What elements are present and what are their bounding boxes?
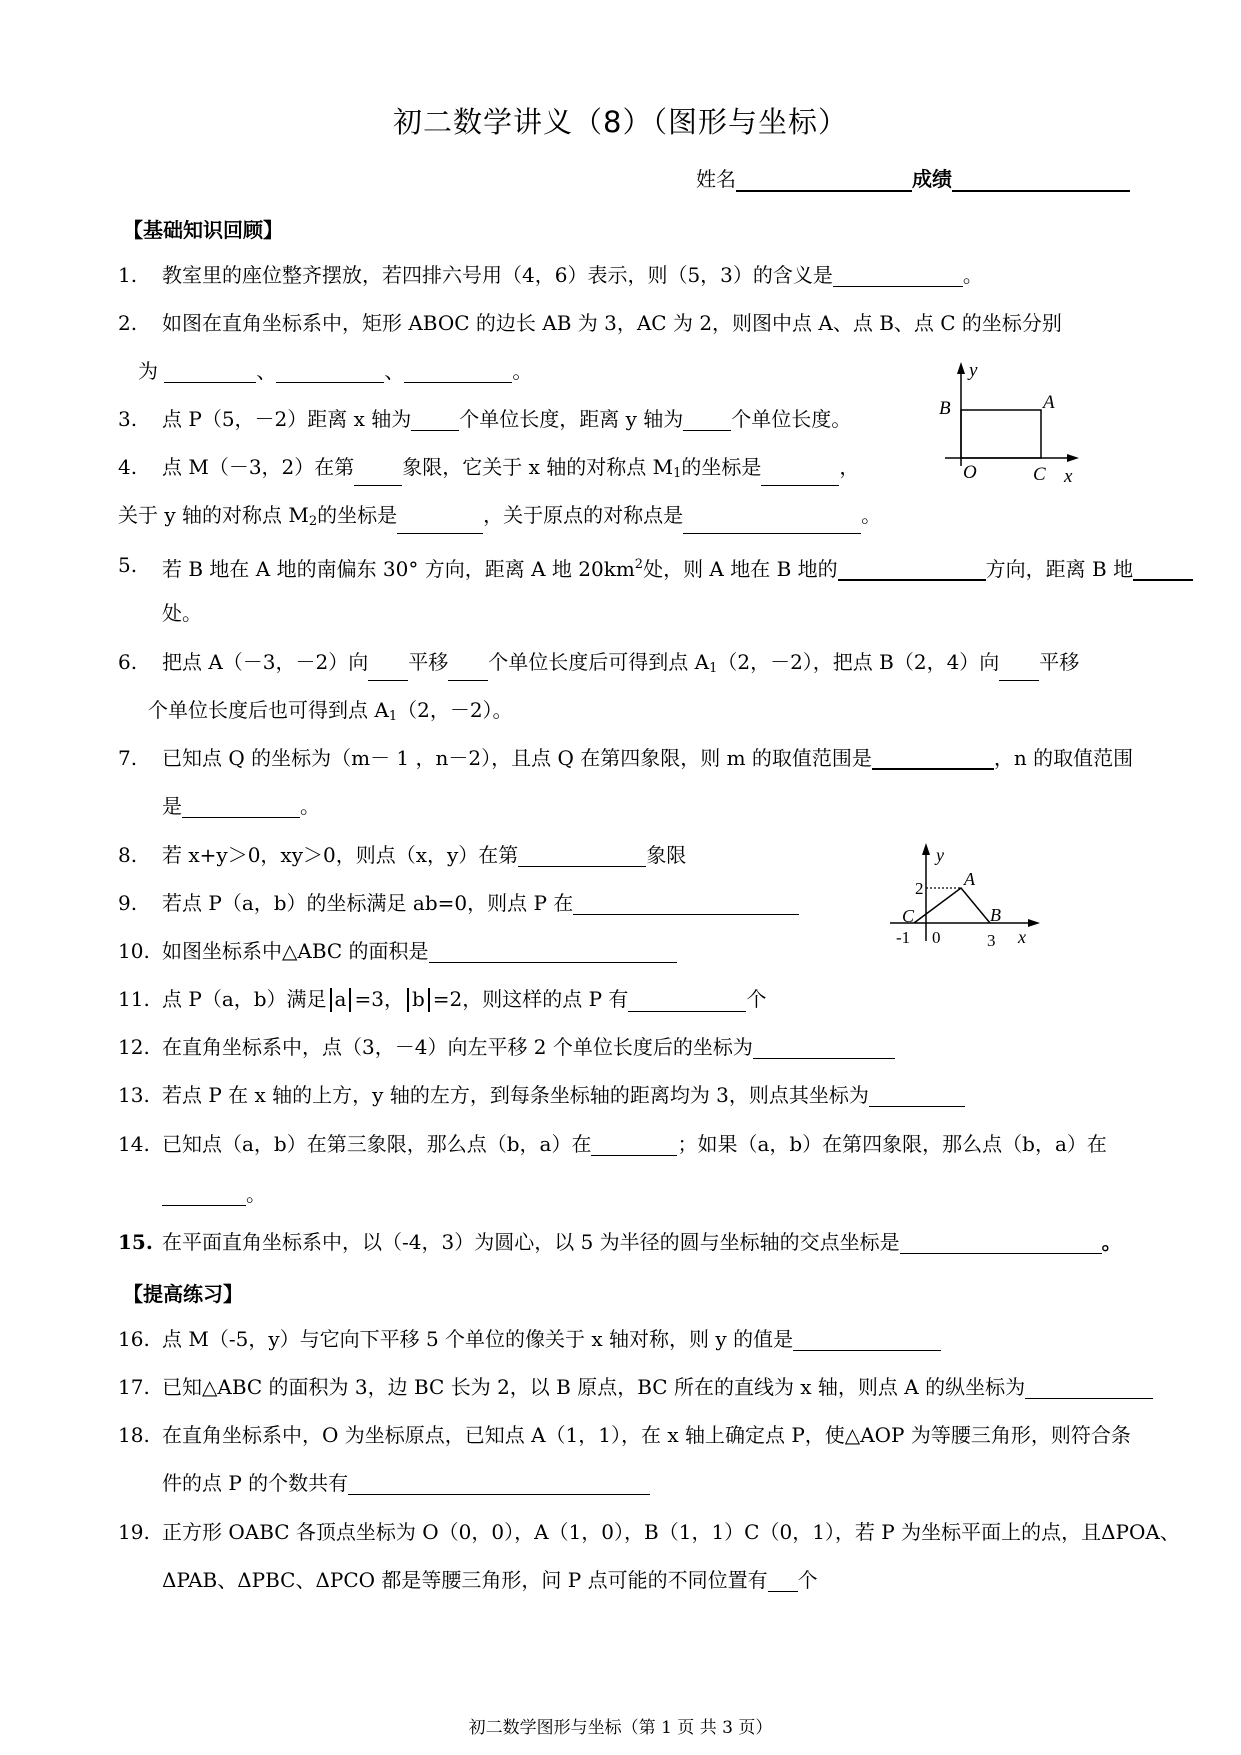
name-field[interactable]	[736, 170, 912, 192]
question-2	[118, 311, 1062, 335]
question-text: 在平面直角坐标系中，以（-4，3）为圆心，以 5 为半径的圆与坐标轴的交点坐标是 。	[162, 1230, 1122, 1254]
x-axis-arrow	[1028, 919, 1040, 927]
question-5-cont: 处。	[162, 601, 202, 625]
question-number: 8.	[118, 843, 138, 867]
rectangle-coordinate-figure	[925, 362, 1085, 487]
question-number: 4.	[118, 455, 138, 479]
score-label: 成绩	[912, 167, 952, 191]
answer-blank[interactable]	[628, 991, 746, 1012]
question-19	[118, 1520, 1180, 1544]
label-c: C	[1033, 464, 1046, 485]
question-number: 14.	[118, 1132, 150, 1156]
label-2: 2	[915, 879, 924, 898]
question-number: 6.	[118, 650, 138, 674]
answer-blank[interactable]	[838, 559, 986, 581]
answer-blank[interactable]	[429, 942, 677, 963]
answer-blank[interactable]	[761, 465, 839, 486]
question-number: 2.	[118, 311, 138, 335]
question-text: 若点 P 在 x 轴的上方，y 轴的左方，到每条坐标轴的距离均为 3，则点其坐标为	[162, 1083, 965, 1107]
question-number: 10.	[118, 939, 150, 963]
answer-blank-b[interactable]	[276, 362, 384, 383]
score-field[interactable]	[952, 170, 1130, 192]
label-0: 0	[932, 928, 941, 947]
answer-blank[interactable]	[411, 410, 459, 431]
question-number: 17.	[118, 1375, 150, 1399]
question-text: 已知点（a，b）在第三象限，那么点（b，a）在 ；如果（a，b）在第四象限，那么点（b，a）在	[162, 1132, 1107, 1156]
question-number: 15.	[118, 1230, 153, 1254]
question-6-cont: 个单位长度后也可得到点 $A_1(2$，－2）。	[148, 698, 513, 724]
answer-blank[interactable]	[1133, 559, 1193, 581]
answer-blank[interactable]	[869, 1086, 965, 1107]
question-7-cont: 是 。	[162, 794, 320, 818]
answer-blank[interactable]	[368, 660, 408, 681]
answer-blank[interactable]	[162, 1185, 246, 1206]
name-score-row	[696, 163, 1130, 192]
question-4	[118, 455, 860, 481]
question-text: 若 B 地在 A 地的南偏东 30° 方向，距离 A 地 $20km^2$处，则 A 地在 B 地的 方向，距离 B 地	[162, 553, 1193, 581]
question-17	[118, 1375, 1026, 1399]
label-a: A	[1043, 392, 1055, 413]
label-a: A	[964, 869, 975, 889]
x-axis-arrow	[1067, 454, 1079, 462]
question-text: 已知△ABC 的面积为 3，边 BC 长为 2，以 B 原点，BC 所在的直线为 x 轴，则点 A 的纵坐标为	[162, 1375, 1153, 1399]
label-b: B	[990, 905, 1001, 925]
question-12	[118, 1035, 753, 1059]
question-number: 13.	[118, 1083, 150, 1107]
question-number: 1.	[118, 263, 138, 287]
label-c: C	[902, 906, 915, 926]
question-number: 16.	[118, 1327, 150, 1351]
question-text: 在直角坐标系中，点（3，－4）向左平移 2 个单位长度后的坐标为	[162, 1035, 895, 1059]
question-19-cont: ΔPAB、ΔPBC、ΔPCO 都是等腰三角形，问 P 点可能的不同位置有 个	[162, 1568, 818, 1592]
question-1	[118, 263, 983, 287]
question-text: 教室里的座位整齐摆放，若四排六号用（4，6）表示，则（5，3）的含义是 。	[162, 263, 983, 287]
question-6	[118, 650, 1080, 676]
question-7	[118, 746, 1134, 770]
question-text: 若 x+y＞0，xy＞0，则点（x，y）在第 象限	[162, 843, 687, 867]
answer-blank[interactable]	[591, 1135, 677, 1156]
question-number: 5.	[118, 553, 138, 577]
question-number: 7.	[118, 746, 138, 770]
page-title: 初二数学讲义（8）（图形与坐标）	[393, 105, 848, 139]
answer-blank-c[interactable]	[404, 362, 512, 383]
label-y: y	[969, 362, 978, 381]
question-10	[118, 939, 429, 963]
answer-blank[interactable]	[833, 266, 963, 287]
answer-blank[interactable]	[182, 797, 300, 818]
answer-blank[interactable]	[872, 748, 994, 770]
question-text: 已知点 Q 的坐标为（m－ 1 ，n－2），且点 Q 在第四象限，则 m 的取值范围是 ，n 的取值范围	[162, 746, 1134, 770]
question-number: 18.	[118, 1423, 150, 1447]
question-text: 若点 P（a，b）的坐标满足 ab=0，则点 P 在	[162, 891, 799, 915]
question-5	[118, 553, 1134, 581]
question-text: 点 P（5，－2）距离 x 轴为 个单位长度，距离 y 轴为 个单位长度。	[162, 407, 852, 431]
label-3: 3	[987, 931, 996, 950]
answer-blank[interactable]	[768, 1571, 798, 1592]
answer-blank[interactable]	[397, 513, 483, 534]
answer-blank[interactable]	[1025, 1378, 1153, 1399]
section-advanced-practice: 【提高练习】	[123, 1282, 243, 1306]
question-text: 点 P（a，b）满足 a =3， b =2，则这样的点 P 有 个	[162, 987, 767, 1011]
question-8	[118, 843, 687, 867]
name-label: 姓名	[696, 167, 736, 191]
question-14-cont: 。	[162, 1182, 266, 1206]
y-axis-arrow	[922, 843, 930, 855]
question-text: 如图在直角坐标系中，矩形 ABOC 的边长 AB 为 3，AC 为 2，则图中点 A、点 B、点 C 的坐标分别	[162, 311, 1062, 335]
answer-blank[interactable]	[348, 1474, 650, 1495]
question-18-cont: 件的点 P 的个数共有	[162, 1471, 650, 1495]
label-x: x	[1064, 466, 1073, 487]
question-9	[118, 891, 574, 915]
label-neg1: -1	[896, 928, 911, 947]
question-number: 19.	[118, 1520, 150, 1544]
answer-blank[interactable]	[683, 410, 731, 431]
question-text: 点 M（－3，2）在第 象限，它关于 x 轴的对称点 $M_1$的坐标是 ，	[162, 455, 859, 486]
answer-blank-a[interactable]	[164, 362, 256, 383]
question-text: 如图坐标系中△ABC 的面积是	[162, 939, 677, 963]
question-number: 11.	[118, 987, 150, 1011]
section-basic-review: 【基础知识回顾】	[123, 218, 283, 242]
question-15	[118, 1230, 1122, 1254]
question-14	[118, 1132, 1107, 1156]
answer-blank[interactable]	[683, 513, 861, 534]
label-y: y	[936, 845, 944, 865]
rectangle-aboc	[961, 410, 1041, 458]
answer-blank[interactable]	[354, 465, 402, 486]
question-text: 点 M（-5，y）与它向下平移 5 个单位的像关于 x 轴对称，则 y 的值是	[162, 1327, 941, 1351]
answer-blank[interactable]	[753, 1038, 895, 1059]
question-3	[118, 407, 852, 431]
question-2-cont: 为 、 、 。	[138, 359, 533, 383]
question-number: 9.	[118, 891, 138, 915]
answer-blank[interactable]	[999, 660, 1039, 681]
label-x: x	[1018, 927, 1026, 947]
y-axis-arrow	[957, 362, 965, 374]
answer-blank[interactable]	[793, 1330, 941, 1351]
question-text: 把点 A（－3，－2）向 平移 个单位长度后可得到点 $A_1(2$，－2），把点 B（2，4）向 平移	[162, 650, 1079, 681]
answer-blank[interactable]	[573, 894, 799, 915]
question-number: 12.	[118, 1035, 150, 1059]
label-b: B	[939, 398, 951, 419]
question-18	[118, 1423, 1131, 1447]
answer-blank[interactable]	[900, 1233, 1102, 1254]
question-number: 3.	[118, 407, 138, 431]
answer-blank[interactable]	[448, 660, 488, 681]
page-footer: 初二数学图形与坐标（第 1 页 共 3 页）	[468, 1718, 773, 1738]
question-11	[118, 987, 767, 1011]
answer-blank[interactable]	[518, 846, 646, 867]
label-o: O	[963, 462, 977, 483]
question-text: 正方形 OABC 各顶点坐标为 O（0，0），A（1，0），B（1，1）C（0，1），若 P 为坐标平面上的点，且ΔPOA、	[162, 1520, 1180, 1544]
triangle-coordinate-figure	[886, 843, 1046, 951]
question-16	[118, 1327, 794, 1351]
question-13	[118, 1083, 869, 1107]
question-text: 在直角坐标系中，O 为坐标原点，已知点 A（1，1），在 x 轴上确定点 P，使△AOP 为等腰三角形，则符合条	[162, 1423, 1131, 1447]
question-4-cont: 关于 y 轴的对称点 $M_2$的坐标是 ，关于原点的对称点是 。	[118, 503, 881, 534]
